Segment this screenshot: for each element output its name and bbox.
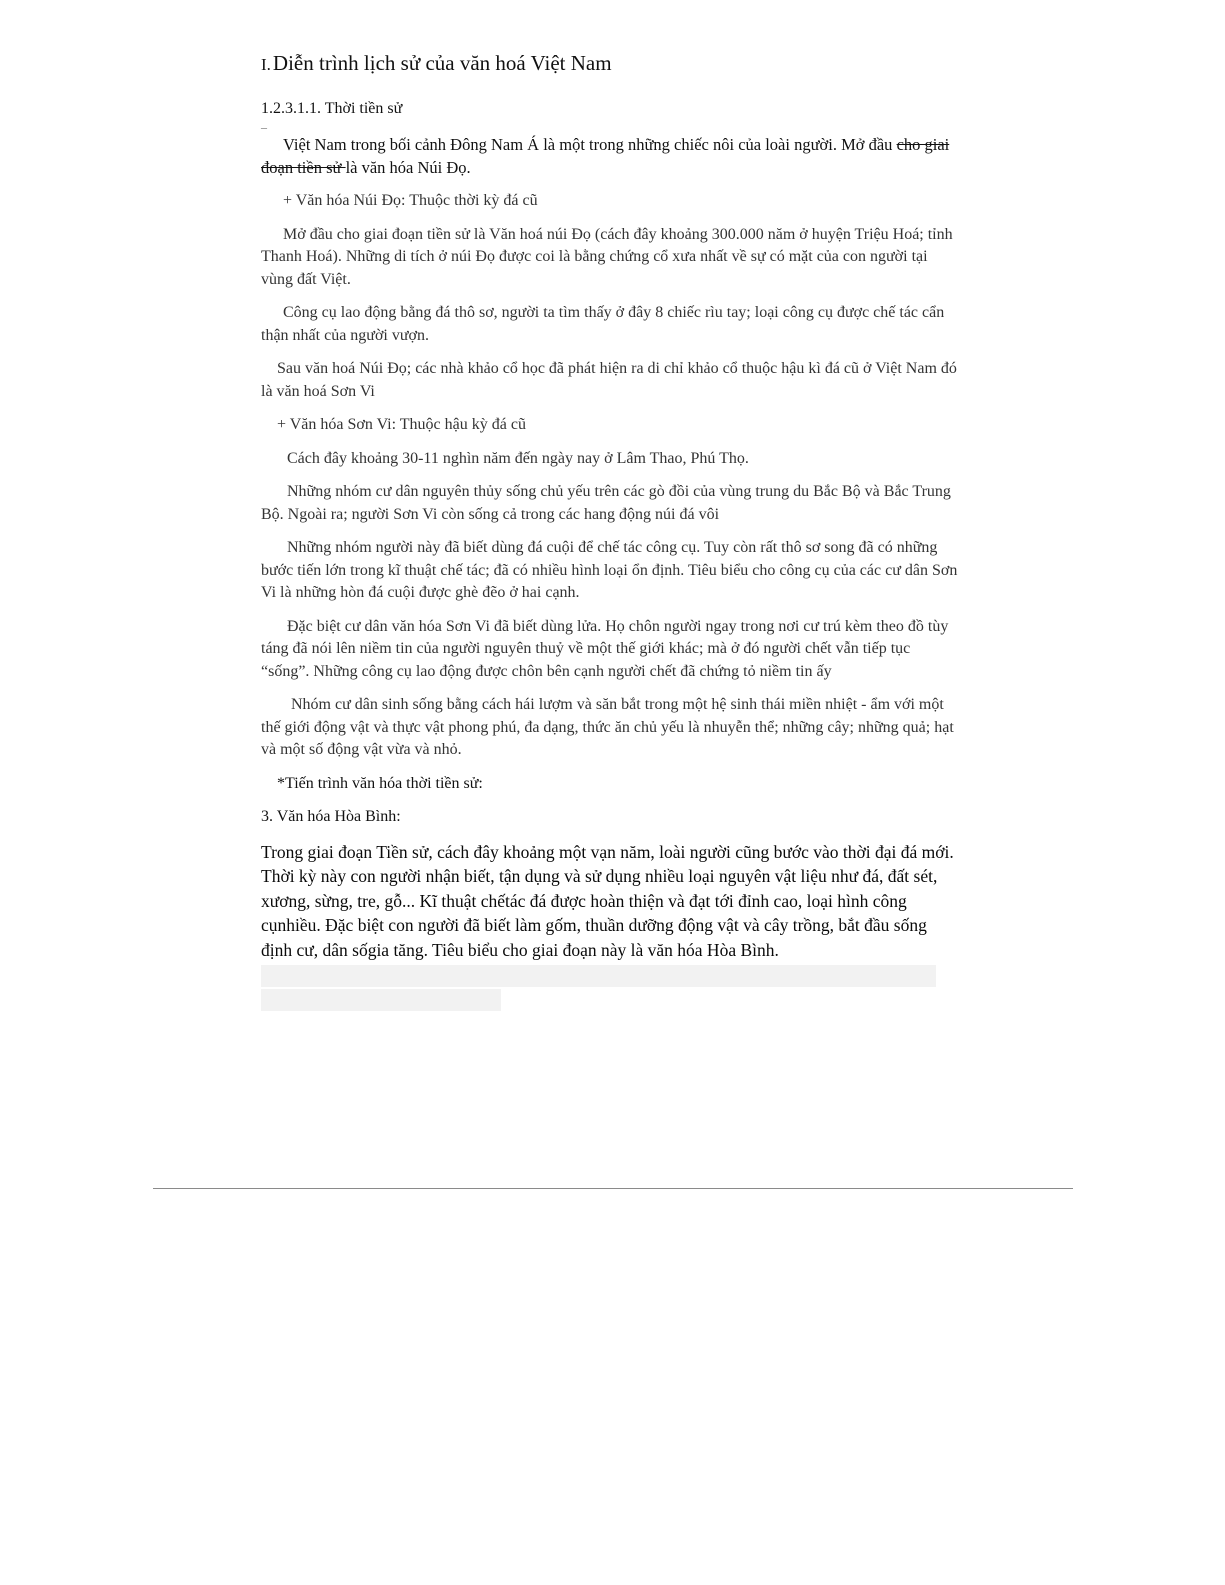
document-title	[261, 48, 961, 80]
strikethrough-text: cho giai đoạn tiền sử	[261, 135, 950, 177]
highlight-shade	[261, 965, 936, 987]
paragraph-son-vi-fire: Đặc biệt cư dân văn hóa Sơn Vi đã biết dùng lửa. Họ chôn người ngay trong nơi cư trú kèm theo đồ tùy táng đã nói lên niềm tin của người nguyên thuỷ về một thế giới khác; mà ở đó người chết vẫn tiếp tục “sống”. Những công cụ lao động được chôn bên cạnh người chết đã chứng tỏ niềm tin ấy	[261, 617, 949, 680]
highlight-shade	[261, 989, 501, 1011]
paragraph-hoa-binh: Trong giai đoạn Tiền sử, cách đây khoảng một vạn năm, loài người cũng bước vào thời đại đá mới. Thời kỳ này con người nhận biết, tận dụng và sử dụng nhiều loại nguyên vật liệu như đá, đất sét, xương, sừng, tre, gỗ... Kĩ thuật chếtác đá được hoàn thiện và đạt tới đỉnh cao, loại hình công cụnhiều. Đặc biệt con người đã biết làm gốm, thuần dưỡng động vật và cây trồng, bắt đầu sống định cư, dân sốgia tăng. Tiêu biểu cho giai đoạn này là văn hóa Hòa Bình.	[261, 841, 954, 960]
subheading-nui-do: + Văn hóa Núi Đọ: Thuộc thời kỳ đá cũ	[283, 192, 538, 209]
paragraph-son-vi-tools: Những nhóm người này đã biết dùng đá cuội để chế tác công cụ. Tuy còn rất thô sơ song đã có những bước tiến lớn trong kĩ thuật chế tác; đã có nhiều hình loại ổn định. Tiêu biểu cho công cụ của các cư dân Sơn Vi là những hòn đá cuội được ghè đẽo ở hai cạnh.	[261, 539, 958, 601]
title-roman-numeral: I.	[261, 55, 271, 74]
paragraph-nui-do: Mở đầu cho giai đoạn tiền sử là Văn hoá núi Đọ (cách đây khoảng 300.000 năm ở huyện Triệu Hoá; tỉnh Thanh Hoá). Những di tích ở núi Đọ được coi là bằng chứng cổ xưa nhất về sự có mặt của con người tại vùng đất Việt.	[261, 225, 953, 288]
page-divider	[153, 1188, 1073, 1189]
paragraph-son-vi-time: Cách đây khoảng 30-11 nghìn năm đến ngày nay ở Lâm Thao, Phú Thọ.	[287, 449, 749, 467]
subheading-hoa-binh: 3. Văn hóa Hòa Bình:	[261, 808, 401, 825]
paragraph-son-vi-people: Những nhóm cư dân nguyên thủy sống chủ yếu trên các gò đồi của vùng trung du Bắc Bộ và Bắc Trung Bộ. Ngoài ra; người Sơn Vi còn sống cả trong các hang động núi đá vôi	[261, 483, 951, 523]
title-text: Diễn trình lịch sử của văn hoá Việt Nam	[272, 51, 612, 75]
dash-mark: –	[261, 120, 267, 134]
section-heading	[261, 98, 961, 120]
section-heading-text: 1.2.3.1.1. Thời tiền sử	[261, 100, 403, 117]
paragraph-intro-text-b: là văn hóa Núi Đọ.	[345, 157, 471, 177]
paragraph-intro	[261, 134, 961, 179]
subheading-son-vi: + Văn hóa Sơn Vi: Thuộc hậu kỳ đá cũ	[277, 416, 526, 433]
document-body	[261, 48, 961, 1011]
subheading-prehistoric-progress: *Tiến trình văn hóa thời tiền sử:	[277, 774, 483, 792]
paragraph-intro-text-a: Việt Nam trong bối cảnh Đông Nam Á là một trong những chiếc nôi của loài người. Mở đầu	[283, 135, 893, 154]
paragraph-son-vi-foraging: Nhóm cư dân sinh sống bằng cách hái lượm và săn bắt trong một hệ sinh thái miền nhiệt - ẩm với một thế giới động vật và thực vật phong phú, đa dạng, thức ăn chủ yếu là nhuyễn thể; những cây; những quả; hạt và một số động vật vừa và nhỏ.	[261, 696, 954, 758]
paragraph-after-nui-do: Sau văn hoá Núi Đọ; các nhà khảo cổ học đã phát hiện ra di chỉ khảo cổ thuộc hậu kì đá cũ ở Việt Nam đó là văn hoá Sơn Vi	[261, 360, 957, 400]
paragraph-stone-tools: Công cụ lao động bằng đá thô sơ, người ta tìm thấy ở đây 8 chiếc rìu tay; loại công cụ được chế tác cẩn thận nhất của người vượn.	[261, 304, 945, 344]
